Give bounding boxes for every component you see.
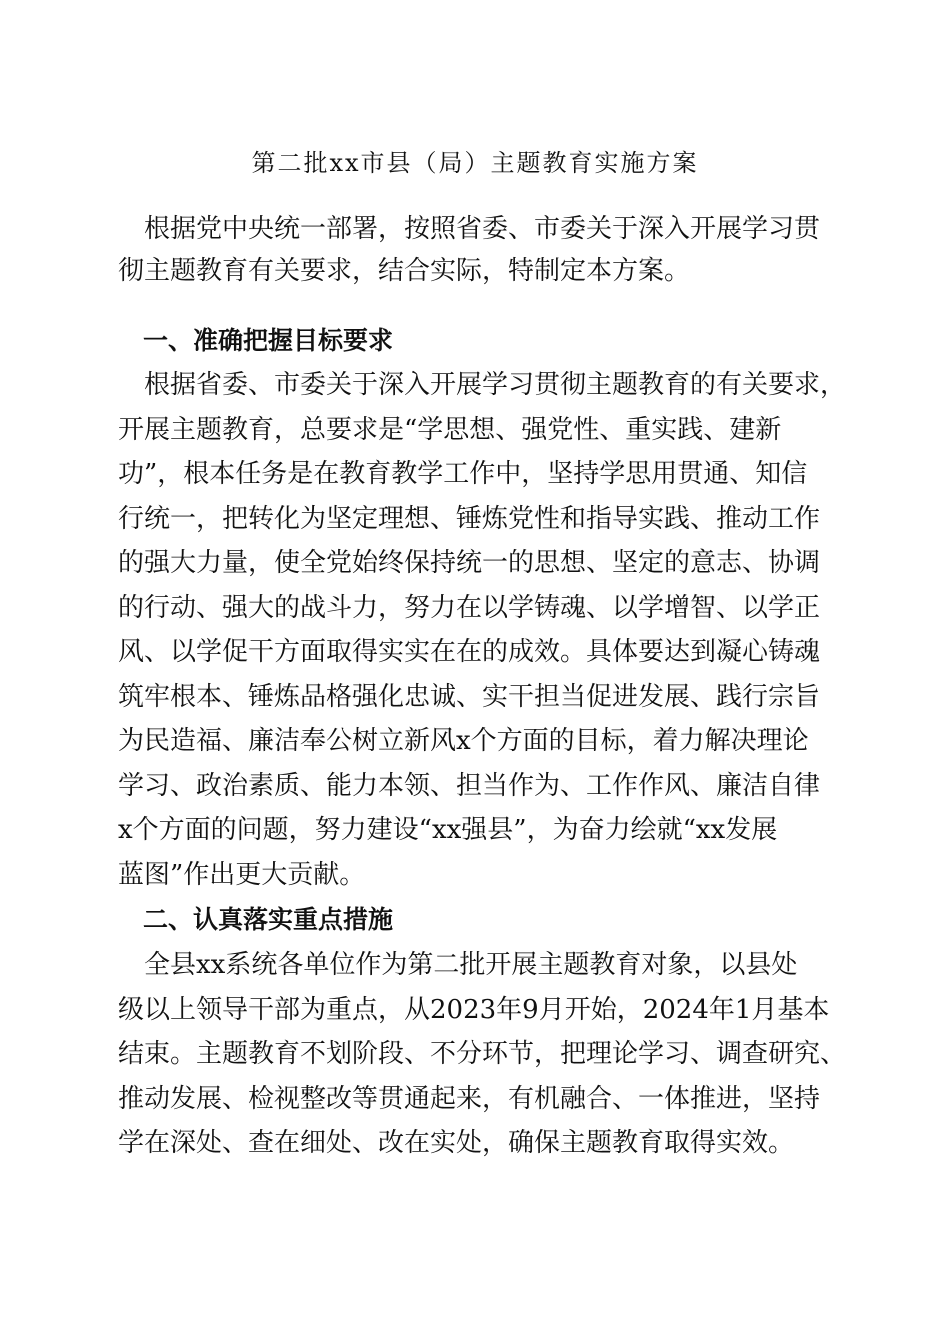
section-1-line: 开展主题教育，总要求是“学思想、强党性、重实践、建新 xyxy=(118,415,782,445)
section-1-line: 的强大力量，使全党始终保持统一的思想、坚定的意志、协调 xyxy=(118,548,821,578)
section-1-line: 为民造福、廉洁奉公树立新风x个方面的目标，着力解决理论 xyxy=(118,726,809,756)
section-1-line: x个方面的问题，努力建设“xx强县”，为奋力绘就“xx发展 xyxy=(118,815,778,845)
section-1-line: 功”，根本任务是在教育教学工作中，坚持学思用贯通、知信 xyxy=(118,459,808,489)
section-1-line: 风、以学促干方面取得实实在在的成效。具体要达到凝心铸魂 xyxy=(118,637,821,667)
section-1-line: 行统一，把转化为坚定理想、锤炼党性和指导实践、推动工作 xyxy=(118,504,821,534)
document-title: 第二批xx市县（局）主题教育实施方案 xyxy=(251,149,699,177)
section-1-line: 根据省委、市委关于深入开展学习贯彻主题教育的有关要求， xyxy=(118,370,847,400)
section-2-line: 推动发展、检视整改等贯通起来，有机融合、一体推进，坚持 xyxy=(118,1084,821,1114)
section-2-line: 学在深处、查在细处、改在实处，确保主题教育取得实效。 xyxy=(118,1128,795,1158)
section-1-line: 筑牢根本、锤炼品格强化忠诚、实干担当促进发展、践行宗旨 xyxy=(118,682,821,712)
section-2-line: 结束。主题教育不划阶段、不分环节，把理论学习、调查研究、 xyxy=(118,1039,847,1069)
section-1-line: 学习、政治素质、能力本领、担当作为、工作作风、廉洁自律 xyxy=(118,771,821,801)
section-1-heading: 一、准确把握目标要求 xyxy=(118,326,394,355)
section-1-line: 蓝图”作出更大贡献。 xyxy=(118,860,366,890)
section-2-line: 全县xx系统各单位作为第二批开展主题教育对象，以县处 xyxy=(118,950,798,980)
intro-line-1: 根据党中央统一部署，按照省委、市委关于深入开展学习贯 xyxy=(118,214,821,244)
section-1-line: 的行动、强大的战斗力，努力在以学铸魂、以学增智、以学正 xyxy=(118,593,821,623)
section-2-line: 级以上领导干部为重点，从2023年9月开始，2024年1月基本 xyxy=(118,995,830,1025)
section-2-heading: 二、认真落实重点措施 xyxy=(118,905,394,934)
intro-line-2: 彻主题教育有关要求，结合实际，特制定本方案。 xyxy=(118,256,691,286)
